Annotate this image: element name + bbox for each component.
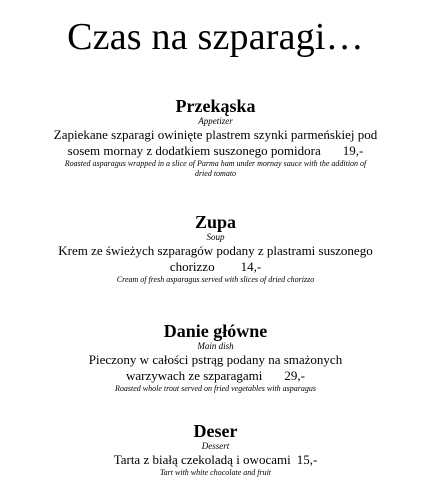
dish-name-line: Pieczony w całości pstrąg podany na smażonych — [88, 352, 343, 367]
section-title: Deser — [193, 421, 238, 441]
section-subtitle: Dessert — [201, 441, 230, 451]
section-dessert — [0, 421, 431, 478]
section-subtitle: Main dish — [197, 341, 234, 351]
dish-price: 19,- — [342, 143, 364, 158]
section-soup — [0, 212, 431, 285]
dish-price: 29,- — [284, 368, 305, 383]
dish-name-line: Tarta z białą czekoladą i owocami — [113, 452, 291, 467]
section-main-dish — [0, 321, 431, 394]
section-title: Zupa — [194, 212, 237, 232]
dish-translation-line: Cream of fresh asparagus served with slices of dried chorizzo — [116, 275, 315, 284]
dish-translation-line: Roasted whole trout served on fried vegetables with asparagus — [114, 384, 316, 393]
dish-name-line: Zapiekane szparagi owinięte plastrem szynki parmeńskiej pod — [53, 127, 378, 142]
section-title: Przekąska — [175, 96, 256, 116]
section-subtitle: Soup — [206, 232, 225, 242]
dish-name-line: chorizzo — [169, 259, 215, 274]
dish-translation-line: Roasted asparagus wrapped in a slice of Parma ham under mornay sauce with the addition of — [64, 159, 367, 168]
dish-name-line: warzywach ze szparagami — [125, 368, 263, 383]
dish-price: 15,- — [296, 452, 318, 467]
dish-name-line: sosem mornay z dodatkiem suszonego pomidora — [67, 143, 321, 158]
dish-translation-line: dried tomato — [194, 169, 237, 178]
dish-name-line-with-price — [0, 259, 431, 275]
section-subtitle: Appetizer — [198, 116, 233, 126]
section-title: Danie główne — [163, 321, 268, 341]
dish-translation-line: Tart with white chocolate and fruit — [159, 468, 272, 477]
dish-price: 14,- — [240, 259, 262, 274]
menu-title: Czas na szparagi… — [67, 16, 364, 58]
dish-name-line-with-price — [0, 368, 431, 384]
section-appetizer — [0, 96, 431, 179]
dish-name-line-with-price — [0, 143, 431, 159]
dish-name-line-with-price — [0, 452, 431, 468]
dish-name-line: Krem ze świeżych szparagów podany z plastrami suszonego — [58, 243, 373, 258]
